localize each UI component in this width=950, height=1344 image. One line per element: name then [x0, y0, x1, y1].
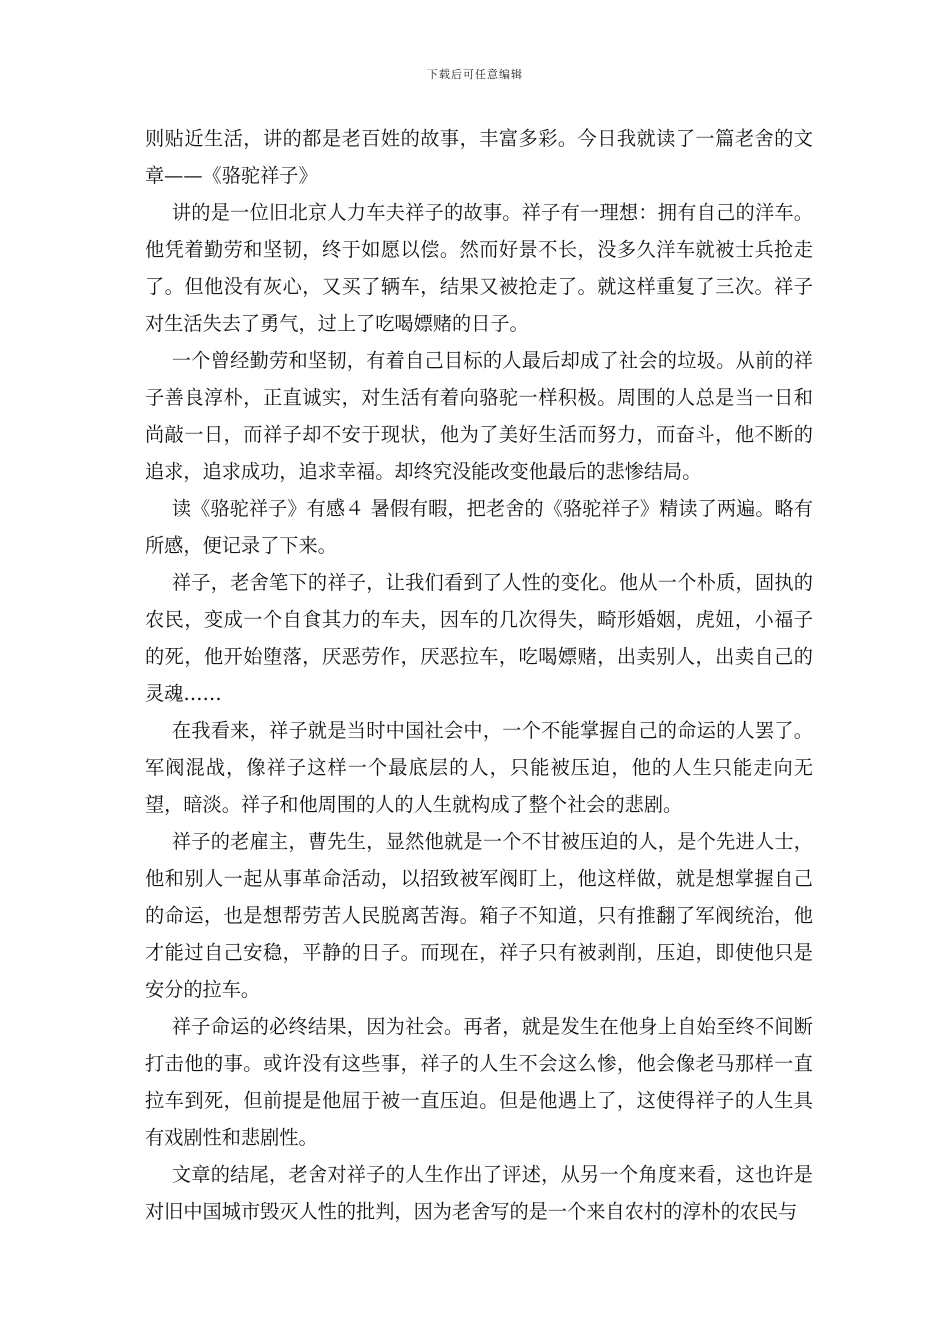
paragraph: 一个曾经勤劳和坚韧，有着自己目标的人最后却成了社会的垃圾。从前的祥子善良淳朴，正直诚实，对生活有着向骆驼一样积极。周围的人总是当一日和尚敲一日，而祥子却不安于现状，他为了美好生活而努力，而奋斗，他不断的追求，追求成功，追求幸福。却终究没能改变他最后的悲惨结局。 [145, 349, 813, 483]
paragraph: 在我看来，祥子就是当时中国社会中，一个不能掌握自己的命运的人罢了。军阀混战，像祥子这样一个最底层的人，只能被压迫，他的人生只能走向无望，暗淡。祥子和他周围的人的人生就构成了整个社会的悲剧。 [145, 719, 813, 816]
page-header: 下载后可任意编辑 [427, 68, 523, 81]
paragraph: 祥子命运的必终结果，因为社会。再者，就是发生在他身上自始至终不间断打击他的事。或许没有这些事，祥子的人生不会这么惨，他会像老马那样一直拉车到死，但前提是他屈于被一直压迫。但是他遇上了，这使得祥子的人生具有戏剧性和悲剧性。 [145, 1015, 813, 1149]
paragraph: 读《骆驼祥子》有感４ 暑假有暇，把老舍的《骆驼祥子》精读了两遍。略有所感，便记录了下来。 [145, 497, 813, 557]
paragraph: 讲的是一位旧北京人力车夫祥子的故事。祥子有一理想：拥有自己的洋车。他凭着勤劳和坚韧，终于如愿以偿。然而好景不长，没多久洋车就被士兵抢走了。但他没有灰心，又买了辆车，结果又被抢走了。就这样重复了三次。祥子对生活失去了勇气，过上了吃喝嫖赌的日子。 [145, 201, 813, 335]
document-body [145, 120, 813, 1230]
paragraph: 祥子，老舍笔下的祥子，让我们看到了人性的变化。他从一个朴质，固执的农民，变成一个自食其力的车夫，因车的几次得失，畸形婚姻，虎妞，小福子的死，他开始堕落，厌恶劳作，厌恶拉车，吃喝嫖赌，出卖别人，出卖自己的灵魂…… [145, 571, 813, 705]
paragraph: 祥子的老雇主，曹先生，显然他就是一个不甘被压迫的人，是个先进人士，他和别人一起从事革命活动，以招致被军阀盯上，他这样做，就是想掌握自己的命运，也是想帮劳苦人民脱离苦海。箱子不知道，只有推翻了军阀统治，他才能过自己安稳，平静的日子。而现在，祥子只有被剥削，压迫，即使他只是安分的拉车。 [145, 830, 813, 1001]
paragraph: 文章的结尾，老舍对祥子的人生作出了评述，从另一个角度来看，这也许是对旧中国城市毁灭人性的批判，因为老舍写的是一个来自农村的淳朴的农民与 [145, 1163, 813, 1223]
paragraph: 则贴近生活，讲的都是老百姓的故事，丰富多彩。今日我就读了一篇老舍的文章——《骆驼祥子》 [145, 127, 813, 187]
